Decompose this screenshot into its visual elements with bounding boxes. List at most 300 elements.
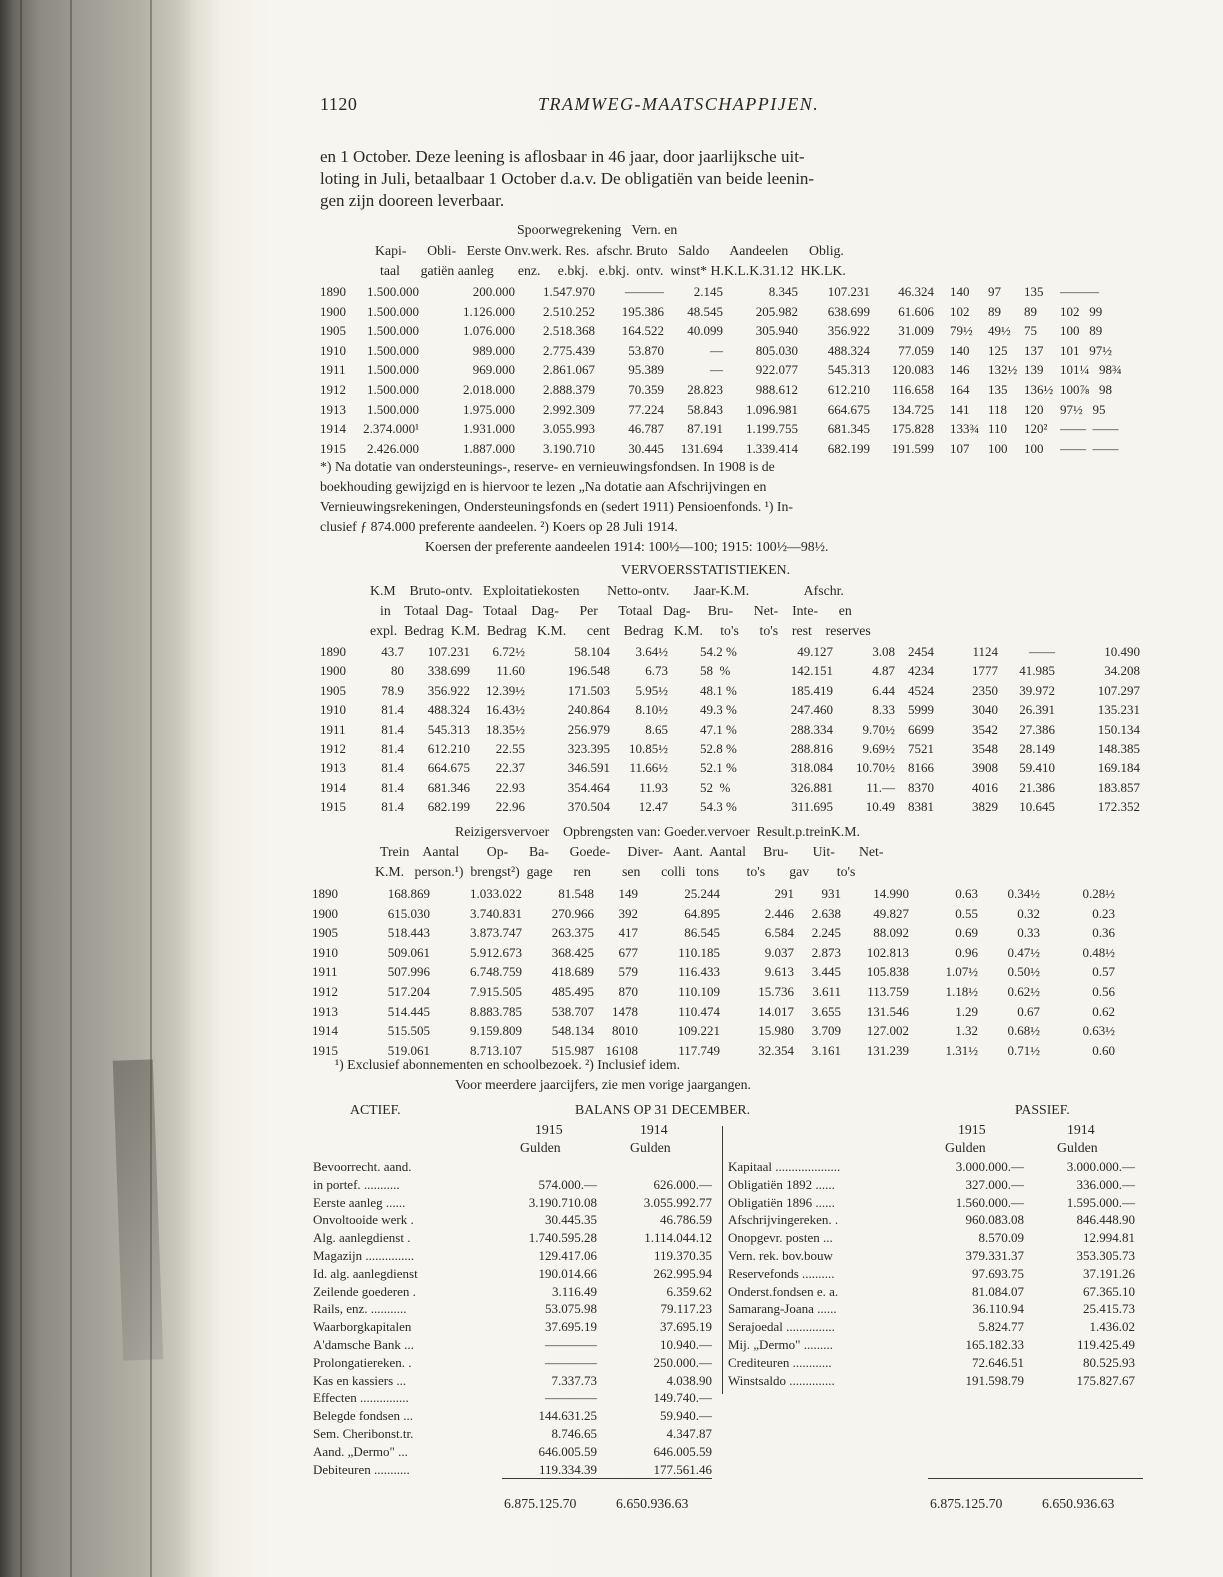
table-cell: 681.345 [827, 421, 870, 437]
table-cell: Kapitaal .................... [728, 1159, 841, 1174]
table-cell: 8.345 [768, 284, 798, 299]
table-cell: 291 [774, 886, 794, 901]
spine-edge [70, 0, 72, 1577]
table-cell: 0.96 [955, 944, 978, 960]
table-cell: 1.500.000 [367, 284, 419, 299]
table-cell: 168.869 [387, 886, 430, 901]
table-header: Trein Aantal Op- Ba- Goede- Diver- Aant. Aantal Bru- Uit- Net- [380, 844, 884, 859]
table-cell: Waarborgkapitalen [313, 1319, 412, 1335]
table-cell: 120 [1024, 401, 1044, 417]
table-cell: 0.56 [1092, 984, 1115, 999]
balance-actief-label: ACTIEF. [350, 1102, 401, 1117]
table-cell: 3.190.710 [543, 440, 595, 456]
table-cell: 3.161 [811, 1042, 841, 1058]
table-cell: 15.736 [758, 984, 794, 999]
table-cell: 137 [1024, 342, 1044, 358]
table-cell: 1.500.000 [367, 342, 419, 358]
table-cell: 61.606 [898, 303, 934, 319]
table-cell: 8.570.09 [978, 1230, 1024, 1246]
table-cell: 195.386 [621, 303, 664, 319]
table-cell: in portef. ........... [313, 1176, 400, 1192]
table-cell: 326.881 [790, 779, 833, 795]
table-cell: 323.395 [567, 741, 610, 756]
table-cell: 2.992.309 [543, 401, 595, 417]
table-cell: 7521 [908, 741, 934, 756]
table-cell: Onopgevr. posten ... [728, 1230, 833, 1246]
footnote-line: *) Na dotatie van ondersteunings-, reserve- en vernieuwingsfondsen. In 1908 is de [320, 459, 775, 474]
table-cell: 3.873.747 [470, 925, 522, 941]
table-cell: 10.85½ [629, 741, 668, 756]
table-cell: 1914 [320, 779, 346, 795]
footnote-line: ¹) Exclusief abonnementen en schoolbezoek. ²) Inclusief idem. [335, 1057, 681, 1072]
table-cell: 1.199.755 [746, 421, 798, 437]
table-cell: 12.994.81 [1083, 1230, 1135, 1246]
table-cell: 805.030 [755, 342, 798, 358]
table-cell: 548.134 [551, 1023, 594, 1039]
table-cell: 110.109 [678, 984, 720, 999]
table-cell: Kas en kassiers ... [313, 1372, 407, 1388]
table-cell: 81.4 [381, 799, 404, 815]
table-cell: 3.000.000.— [1066, 1159, 1135, 1174]
table-cell: 1911 [320, 721, 346, 737]
table-cell: 77.059 [898, 342, 934, 358]
balance-passief-label: PASSIEF. [1015, 1102, 1070, 1117]
table-cell: 4016 [972, 779, 998, 795]
table-cell: 40.099 [687, 323, 723, 339]
table-cell: 109.221 [677, 1023, 720, 1039]
table-header: in Totaal Dag- Totaal Dag- Per Totaal Dag- Bru- Net- Inte- en [380, 603, 852, 618]
table-cell: 30.445 [628, 440, 664, 456]
table-cell: 2.374.000¹ [363, 421, 419, 437]
table-cell: 1890 [320, 284, 346, 299]
table-cell: 81.084.07 [972, 1283, 1024, 1299]
table-cell: 6.748.759 [470, 964, 522, 980]
table-cell: 46.787 [628, 421, 664, 437]
table-cell: 1915 [320, 799, 346, 815]
table-cell: 579 [618, 964, 638, 980]
table-cell: 1910 [312, 944, 338, 960]
table-cell: 612.210 [827, 382, 870, 397]
table-cell: 1.500.000 [367, 323, 419, 339]
table-cell: 0.69 [955, 925, 978, 941]
table-cell: 107.297 [1097, 682, 1140, 698]
table-cell: 54.2 % [700, 644, 737, 659]
table-cell: 4.347.87 [666, 1426, 712, 1441]
table-cell: 1.126.000 [463, 303, 515, 319]
table-cell: 507.996 [387, 964, 430, 980]
currency-label: Gulden [945, 1140, 986, 1155]
table-cell: 240.864 [567, 702, 610, 718]
year-label: 1915 [535, 1122, 563, 1137]
table-cell: 28.149 [1019, 741, 1055, 756]
table-header: K.M. person.¹) brengst²) gage ren sen colli tons to's gav to's [375, 864, 856, 879]
table-cell: 80 [391, 663, 404, 679]
table-cell: 6.44 [872, 682, 895, 698]
table-cell: 9.037 [764, 944, 794, 960]
table-cell: 22.96 [495, 799, 525, 815]
table-cell: 14.017 [758, 1003, 794, 1019]
table-cell: 1905 [312, 925, 338, 941]
balance-divider [722, 1126, 723, 1394]
table-cell: 288.334 [790, 721, 833, 737]
table-cell: 0.50½ [1007, 964, 1040, 980]
table-title: VERVOERSSTATISTIEKEN. [621, 562, 791, 577]
table-cell: 305.940 [755, 323, 798, 339]
table-cell: 120² [1024, 421, 1048, 437]
table-cell: 110 [988, 421, 1008, 437]
table-cell: 1.931.000 [463, 421, 515, 437]
table-cell: 149.740.— [653, 1390, 712, 1406]
table-cell: 354.464 [567, 779, 610, 795]
table-cell: 515.505 [387, 1023, 430, 1039]
page-number: 1120 [320, 94, 358, 114]
table-cell: 175.828 [891, 421, 934, 437]
table-cell: 338.699 [427, 663, 470, 679]
table-cell: 49½ [988, 323, 1011, 339]
table-cell: 370.504 [567, 799, 610, 815]
passief-total-1915: 6.875.125.70 [930, 1496, 1003, 1511]
table-cell: 1777 [972, 663, 998, 679]
table-cell: Debiteuren ........... [313, 1461, 410, 1477]
table-cell: 79½ [950, 323, 973, 339]
table-cell: 0.34½ [1007, 886, 1040, 901]
table-cell: Id. alg. aanlegdienst [313, 1265, 418, 1281]
table-cell: 2350 [972, 682, 998, 698]
table-cell: 190.014.66 [538, 1265, 597, 1281]
table-cell: 4.87 [872, 663, 895, 679]
table-cell: Magazijn ............... [313, 1248, 415, 1263]
table-cell: 21.386 [1019, 779, 1055, 795]
table-cell: 256.979 [567, 721, 610, 737]
table-cell: 15.980 [758, 1023, 794, 1039]
table-cell: Aand. „Dermo" ... [313, 1443, 408, 1459]
table-cell: Zeilende goederen . [313, 1283, 416, 1299]
table-cell: 1478 [612, 1003, 638, 1019]
table-cell: 119.425.49 [1076, 1337, 1135, 1352]
table-cell: 81.4 [381, 721, 404, 737]
table-cell: 392 [618, 905, 638, 921]
table-cell: Alg. aanlegdienst . [313, 1230, 411, 1246]
table-header: expl. Bedrag K.M. Bedrag K.M. cent Bedrag K.M. to's to's rest reserves [370, 623, 871, 638]
year-label: 1914 [1067, 1122, 1095, 1137]
table-cell: 9.70½ [862, 721, 895, 737]
table-cell: 3548 [972, 741, 998, 756]
table-cell: 37.191.26 [1083, 1265, 1135, 1281]
table-cell: 171.503 [567, 682, 610, 698]
table-cell: 52.1 % [700, 760, 737, 776]
table-cell: 646.005.59 [653, 1443, 712, 1459]
table-cell: 5.912.673 [470, 944, 522, 960]
table-cell: 1.32 [955, 1023, 978, 1039]
table-cell: 6.73 [645, 663, 668, 679]
table-cell: 518.443 [387, 925, 430, 941]
table-cell: 1915 [312, 1042, 338, 1058]
year-label: 1915 [958, 1122, 986, 1137]
currency-label: Gulden [520, 1140, 561, 1155]
table-cell: 81.4 [381, 779, 404, 795]
table-cell: 846.448.90 [1076, 1212, 1135, 1228]
table-cell: 922.077 [755, 362, 798, 378]
table-cell: 135.231 [1097, 702, 1140, 718]
table-cell: 538.707 [551, 1003, 594, 1019]
table-cell: 107.231 [427, 644, 470, 659]
table-cell: 545.313 [427, 721, 470, 737]
table-cell: 1124 [972, 644, 998, 659]
table-cell: 368.425 [551, 944, 594, 960]
table-cell: 11.66½ [629, 760, 668, 776]
table-cell: 8.746.65 [551, 1426, 597, 1441]
table-cell: 8370 [908, 779, 934, 795]
table-cell: 113.759 [867, 984, 909, 999]
table-cell: 1911 [320, 362, 346, 378]
table-cell: 185.419 [790, 682, 833, 698]
table-cell: 5.824.77 [978, 1319, 1024, 1335]
table-cell: 1.29 [955, 1003, 978, 1019]
table-cell: 140 [950, 284, 970, 299]
table-cell: 80.525.93 [1083, 1354, 1135, 1370]
table-cell: 142.151 [790, 663, 833, 679]
table-cell: 3.08 [872, 644, 895, 659]
table-cell: Onderst.fondsen e. a. [728, 1283, 839, 1299]
table-header: Reizigersvervoer Opbrengsten van: Goeder.vervoer Result.p.treinK.M. [455, 824, 860, 839]
table-cell: 4.038.90 [666, 1372, 712, 1388]
table-cell: 22.37 [495, 760, 525, 776]
table-cell: 47.1 % [700, 721, 737, 737]
table-cell: Bevoorrecht. aand. [313, 1159, 412, 1174]
table-cell: 26.391 [1019, 702, 1055, 718]
table-cell: 48.1 % [700, 682, 737, 698]
table-cell: 0.71½ [1007, 1042, 1040, 1058]
table-cell: 134.725 [891, 401, 934, 417]
table-cell: 2.888.379 [543, 382, 595, 397]
table-cell: 1.096.981 [746, 401, 798, 417]
table-cell: 101¼ 98¾ [1060, 362, 1122, 378]
table-cell: 148.385 [1097, 741, 1140, 756]
table-cell: 250.000.— [653, 1354, 712, 1370]
table-cell: 1.076.000 [463, 323, 515, 339]
table-cell: 1.500.000 [367, 401, 419, 417]
table-cell: 1900 [320, 303, 346, 319]
table-cell: 311.695 [791, 799, 833, 815]
table-cell: 2.518.368 [543, 323, 595, 339]
table-cell: 37.695.19 [660, 1319, 712, 1335]
table-cell: 141 [950, 401, 970, 417]
table-cell: 25.415.73 [1083, 1301, 1135, 1317]
table-cell: 336.000.— [1076, 1176, 1135, 1192]
table-cell: 16108 [605, 1042, 638, 1058]
table-cell: 183.857 [1097, 779, 1140, 795]
table-cell: 150.134 [1097, 721, 1140, 737]
table-cell: 6699 [908, 721, 934, 737]
table-cell: 102 [950, 303, 970, 319]
table-cell: 681.346 [427, 779, 470, 795]
table-cell: 11.— [866, 779, 895, 795]
actief-total-1914: 6.650.936.63 [616, 1496, 689, 1511]
table-cell: 41.985 [1019, 663, 1055, 679]
table-cell: 8.33 [872, 702, 895, 718]
table-cell: Vern. rek. bov.bouw [728, 1248, 833, 1263]
footnote-line: boekhouding gewijzigd en is hiervoor te lezen „Na dotatie aan Afschrijvingen en [320, 479, 767, 494]
currency-label: Gulden [630, 1140, 671, 1155]
table-cell: 117.749 [678, 1042, 720, 1058]
table-cell: 9.159.809 [470, 1023, 522, 1039]
table-cell: 1.07½ [945, 964, 978, 980]
table-cell: 263.375 [551, 925, 594, 941]
table-cell: 8.10½ [635, 702, 668, 718]
table-cell: 10.70½ [856, 760, 895, 776]
table-cell: 102.813 [866, 944, 909, 960]
table-cell: ——— [625, 284, 664, 299]
table-cell: 28.823 [687, 382, 723, 397]
table-cell: 48.545 [687, 303, 723, 319]
table-cell: 0.62½ [1007, 984, 1040, 999]
table-cell: ———— [545, 1354, 597, 1370]
table-cell: 140 [950, 342, 970, 358]
table-cell: 3908 [972, 760, 998, 776]
table-cell: 8.883.785 [470, 1003, 522, 1019]
table-cell: 1913 [320, 401, 346, 417]
table-cell: 2.775.439 [543, 342, 595, 358]
table-cell: 1912 [312, 984, 338, 999]
table-cell: 107.231 [827, 284, 870, 299]
table-cell: Prolongatiereken. . [313, 1354, 412, 1370]
table-cell: 136½ [1024, 382, 1054, 397]
table-cell: 1912 [320, 382, 346, 397]
table-cell: 5.95½ [635, 682, 668, 698]
table-cell: 34.208 [1104, 663, 1140, 679]
table-cell: 8166 [908, 760, 934, 776]
table-cell: 931 [821, 886, 841, 901]
table-cell: 200.000 [472, 284, 515, 299]
table-cell: 418.689 [551, 964, 594, 980]
table-cell: 88.092 [873, 925, 909, 941]
table-cell: — [710, 362, 723, 378]
table-cell: 988.612 [755, 382, 798, 397]
table-cell: 1915 [320, 440, 346, 456]
table-cell: 49.3 % [700, 702, 737, 718]
table-cell: 0.63½ [1082, 1023, 1115, 1039]
table-cell: 1.500.000 [367, 303, 419, 319]
table-cell: 53.870 [628, 342, 664, 358]
table-cell: 1.595.000.— [1066, 1194, 1135, 1210]
table-cell: 97.693.75 [972, 1265, 1024, 1281]
table-cell: 6.359.62 [666, 1283, 712, 1299]
table-cell: 58.843 [687, 401, 723, 417]
table-cell: 3.709 [811, 1023, 841, 1039]
table-cell: 81.4 [381, 702, 404, 718]
table-cell: 1900 [320, 663, 346, 679]
table-cell: 135 [988, 382, 1008, 397]
table-cell: 2.510.252 [543, 303, 595, 319]
table-cell: 638.699 [827, 303, 870, 319]
table-cell: Reservefonds .......... [728, 1265, 835, 1281]
running-title: TRAMWEG-MAATSCHAPPIJEN. [538, 94, 820, 114]
table-cell: 127.002 [866, 1023, 909, 1039]
table-cell: 54.3 % [700, 799, 737, 815]
table-cell: 119.370.35 [653, 1248, 712, 1263]
table-cell: ——— [1060, 284, 1099, 299]
table-cell: 3829 [972, 799, 998, 815]
table-cell: 59.410 [1019, 760, 1055, 776]
table-cell: 8381 [908, 799, 934, 815]
table-cell: 6.584 [764, 925, 794, 941]
table-cell: 7.337.73 [551, 1372, 597, 1388]
table-cell: 3.055.992.77 [643, 1194, 712, 1210]
table-cell: 95.389 [628, 362, 664, 378]
table-cell: 118 [988, 401, 1008, 417]
table-cell: 116.658 [892, 382, 934, 397]
table-cell: 1905 [320, 682, 346, 698]
table-cell: 79.117.23 [660, 1301, 712, 1317]
table-cell: 0.68½ [1007, 1023, 1040, 1039]
table-cell: 81.4 [381, 760, 404, 776]
table-cell: —— —— [1060, 440, 1119, 456]
table-cell: 67.365.10 [1083, 1283, 1135, 1299]
table-cell: 89 [988, 303, 1001, 319]
table-cell: 615.030 [387, 905, 430, 921]
table-cell: 144.631.25 [538, 1408, 597, 1424]
table-cell: 262.995.94 [653, 1265, 712, 1281]
table-cell: 87.191 [687, 421, 723, 437]
table-cell: 8.65 [645, 721, 668, 737]
table-cell: 626.000.— [653, 1176, 712, 1192]
table-cell: 31.009 [898, 323, 934, 339]
table-cell: 1.033.022 [470, 886, 522, 901]
table-cell: 52.8 % [700, 741, 737, 756]
table-cell: 0.28½ [1082, 886, 1115, 901]
table-cell: Winstsaldo .............. [728, 1372, 835, 1388]
table-cell: 3.055.993 [543, 421, 595, 437]
table-cell: 1.740.595.28 [528, 1230, 597, 1246]
table-cell: 32.354 [758, 1042, 794, 1058]
table-cell: 11.60 [496, 663, 525, 679]
table-cell: 1914 [320, 421, 346, 437]
table-cell: 514.445 [387, 1003, 430, 1019]
table-cell: 3542 [972, 721, 998, 737]
table-cell: 1910 [320, 702, 346, 718]
table-cell: 1.560.000.— [955, 1194, 1024, 1210]
table-cell: 129.417.06 [538, 1248, 597, 1263]
table-cell: 2.861.067 [543, 362, 595, 378]
table-cell: 37.695.19 [545, 1319, 597, 1335]
table-cell: 318.084 [790, 760, 833, 776]
table-cell: 191.598.79 [965, 1372, 1024, 1388]
table-cell: — [710, 342, 723, 358]
table-cell: Eerste aanleg ...... [313, 1194, 406, 1210]
balance-title: BALANS OP 31 DECEMBER. [575, 1102, 751, 1117]
table-cell: 146 [950, 362, 970, 378]
table-cell: 4524 [908, 682, 934, 698]
table-cell: 509.061 [387, 944, 430, 960]
table-cell: 379.331.37 [965, 1248, 1024, 1263]
table-cell: 356.922 [427, 682, 470, 698]
table-header: Kapi- Obli- Eerste Onv.werk. Res. afschr. Bruto Saldo Aandeelen Oblig. [375, 243, 844, 258]
table-cell: 64.895 [684, 905, 720, 921]
table-cell: 1.547.970 [543, 284, 595, 299]
table-cell: 53.075.98 [545, 1301, 597, 1317]
table-cell: 72.646.51 [972, 1354, 1024, 1370]
table-cell: 3040 [972, 702, 998, 718]
table-cell: 110.474 [678, 1003, 720, 1019]
table-cell: 100 [988, 440, 1008, 456]
table-cell: 36.110.94 [972, 1301, 1024, 1317]
book-page [190, 0, 1223, 1577]
table-cell: 1910 [320, 342, 346, 358]
total-rule [928, 1478, 1143, 1479]
table-cell: 0.23 [1092, 905, 1115, 921]
table-cell: Afschrijvingereken. . [728, 1212, 839, 1228]
table-cell: 545.313 [827, 362, 870, 378]
